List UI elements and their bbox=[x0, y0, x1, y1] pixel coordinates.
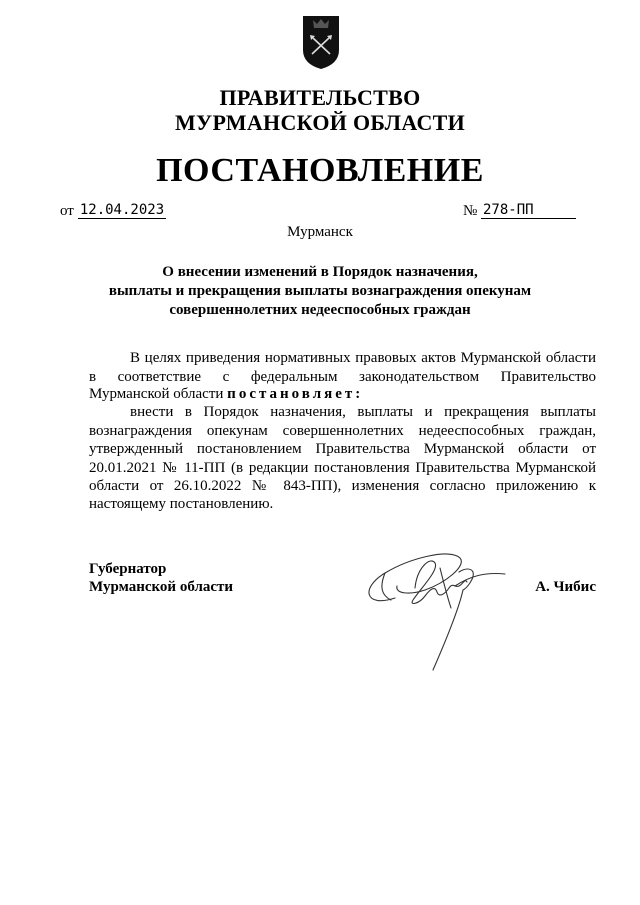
body-text-line-resolves bbox=[89, 385, 596, 404]
body-text-line: В целях приведения нормативных правовых актов Мурманской области bbox=[130, 350, 596, 366]
government-title-line2: МУРМАНСКОЙ ОБЛАСТИ bbox=[174, 110, 466, 135]
signer-position-line2: Мурманской области bbox=[89, 579, 234, 595]
body-text-line: области от 26.10.2022 № 843-ПП), изменения согласно приложению к bbox=[89, 478, 596, 494]
body-text-line: внести в Порядок назначения, выплаты и прекращения выплаты bbox=[130, 404, 596, 420]
document-type-title: ПОСТАНОВЛЕНИЕ bbox=[156, 152, 484, 189]
coat-of-arms-icon bbox=[299, 14, 343, 70]
handwritten-signature-icon bbox=[355, 528, 515, 678]
document-date: 12.04.2023 bbox=[79, 202, 165, 218]
number-prefix: № bbox=[463, 203, 478, 219]
date-prefix: от bbox=[60, 203, 74, 219]
document-number: 278-ПП bbox=[481, 202, 576, 219]
government-title-line1: ПРАВИТЕЛЬСТВО bbox=[219, 85, 421, 110]
resolves-word: постановляет: bbox=[227, 386, 364, 402]
signer-position-line1: Губернатор bbox=[89, 561, 167, 577]
subject-line2: выплаты и прекращения выплаты вознаграждения опекунам bbox=[108, 283, 532, 299]
body-text-line: утвержденный постановлением Правительства Мурманской области от bbox=[89, 441, 596, 457]
subject-line1: О внесении изменений в Порядок назначения, bbox=[162, 264, 478, 280]
body-text-line: настоящему постановлению. bbox=[89, 496, 274, 512]
signer-name: А. Чибис bbox=[535, 579, 596, 595]
subject-line3: совершеннолетних недееспособных граждан bbox=[169, 302, 471, 318]
body-text-line: 20.01.2021 № 11-ПП (в редакции постановления Правительства Мурманской bbox=[89, 460, 596, 476]
body-text-line: вознаграждения опекунам совершеннолетних недееспособных граждан, bbox=[89, 423, 596, 439]
body-text-fragment: Мурманской области bbox=[89, 386, 228, 402]
city: Мурманск bbox=[287, 224, 353, 240]
body-text-line: в соответствие с федеральным законодательством Правительство bbox=[89, 369, 596, 385]
